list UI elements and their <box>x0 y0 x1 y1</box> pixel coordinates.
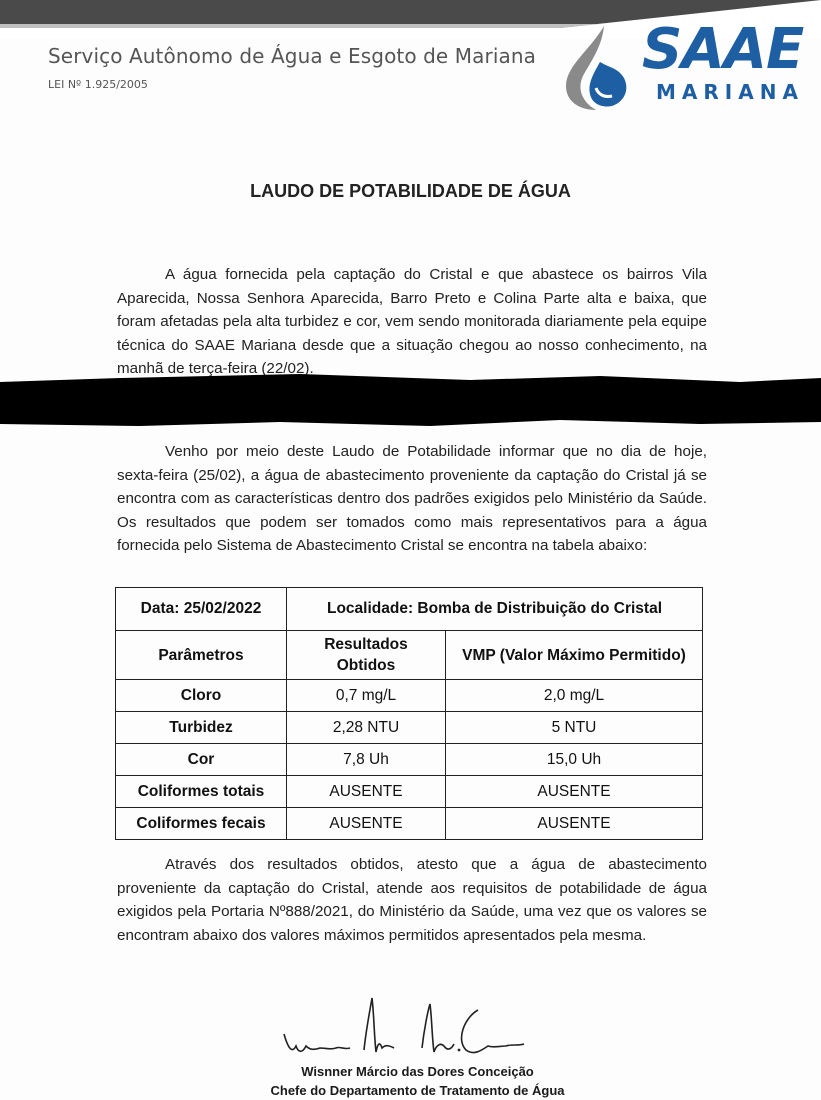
table-column-headers <box>116 631 703 680</box>
result-cell: 0,7 mg/L <box>287 680 446 712</box>
org-name: Serviço Autônomo de Água e Esgoto de Mariana <box>48 44 536 68</box>
table-row <box>116 680 703 712</box>
result-cell: 7,8 Uh <box>287 744 446 776</box>
param-cell: Coliformes fecais <box>116 808 287 840</box>
table-date: Data: 25/02/2022 <box>116 588 287 631</box>
vmp-cell: 5 NTU <box>446 712 703 744</box>
param-cell: Coliformes totais <box>116 776 287 808</box>
signer-name: Wisnner Márcio das Dores Conceição <box>301 1064 534 1079</box>
saae-logo <box>560 17 805 112</box>
header-parameters: Parâmetros <box>116 631 287 680</box>
table-header-row <box>116 588 703 631</box>
paragraph-intro-text: A água fornecida pela captação do Cristal e que abastece os bairros Vila Aparecida, Nossa Senhora Aparecida, Barro Preto e Colina Parte alta e baixa, que foram afetadas pela alta turbidez e cor, vem sendo monitorada diariamente pela equipe técnica do SAAE Mariana desde que a situação chegou ao nosso conhecimento, na manhã de terça-feira (22/02). <box>117 266 707 377</box>
param-cell: Cloro <box>116 680 287 712</box>
results-table <box>115 587 703 840</box>
table-row <box>116 776 703 808</box>
param-cell: Cor <box>116 744 287 776</box>
header-results <box>287 631 446 680</box>
paragraph-conclusion <box>117 853 707 947</box>
paragraph-report-text: Venho por meio deste Laudo de Potabilidade informar que no dia de hoje, sexta-feira (25/02), a água de abastecimento proveniente da captação do Cristal já se encontra com as características dentro dos padrões exigidos pelo Ministério da Saúde. Os resultados que podem ser tomados como mais representativos para a água fornecida pelo Sistema de Abastecimento Cristal se encontra na tabela abaixo: <box>117 443 707 554</box>
logo-subtitle: MARIANA <box>656 80 804 104</box>
result-cell: AUSENTE <box>287 808 446 840</box>
redaction-bar <box>0 360 821 440</box>
param-cell: Turbidez <box>116 712 287 744</box>
table-row <box>116 808 703 840</box>
vmp-cell: 15,0 Uh <box>446 744 703 776</box>
handwritten-signature <box>268 990 528 1070</box>
vmp-cell: AUSENTE <box>446 776 703 808</box>
table-row <box>116 712 703 744</box>
paragraph-report <box>117 440 707 558</box>
result-cell: 2,28 NTU <box>287 712 446 744</box>
logo-text: SAAE <box>642 17 804 82</box>
water-drop-icon <box>560 22 640 112</box>
org-law: LEI Nº 1.925/2005 <box>48 78 148 91</box>
signer-role: Chefe do Departamento de Tratamento de Água <box>270 1083 565 1098</box>
table-location: Localidade: Bomba de Distribuição do Cristal <box>287 588 703 631</box>
table-row <box>116 744 703 776</box>
header-results-line1: Resultados <box>324 636 408 653</box>
header-results-line2: Obtidos <box>336 657 396 674</box>
result-cell: AUSENTE <box>287 776 446 808</box>
paragraph-conclusion-text: Através dos resultados obtidos, atesto que a água de abastecimento proveniente da captação do Cristal, atende aos requisitos de potabilidade de água exigidos pela Portaria Nº888/2021, do Ministério da Saúde, uma vez que os valores se encontram abaixo dos valores máximos permitidos apresentados pela mesma. <box>117 856 707 944</box>
vmp-cell: AUSENTE <box>446 808 703 840</box>
header-vmp: VMP (Valor Máximo Permitido) <box>446 631 703 680</box>
vmp-cell: 2,0 mg/L <box>446 680 703 712</box>
document-title: LAUDO DE POTABILIDADE DE ÁGUA <box>250 181 571 201</box>
